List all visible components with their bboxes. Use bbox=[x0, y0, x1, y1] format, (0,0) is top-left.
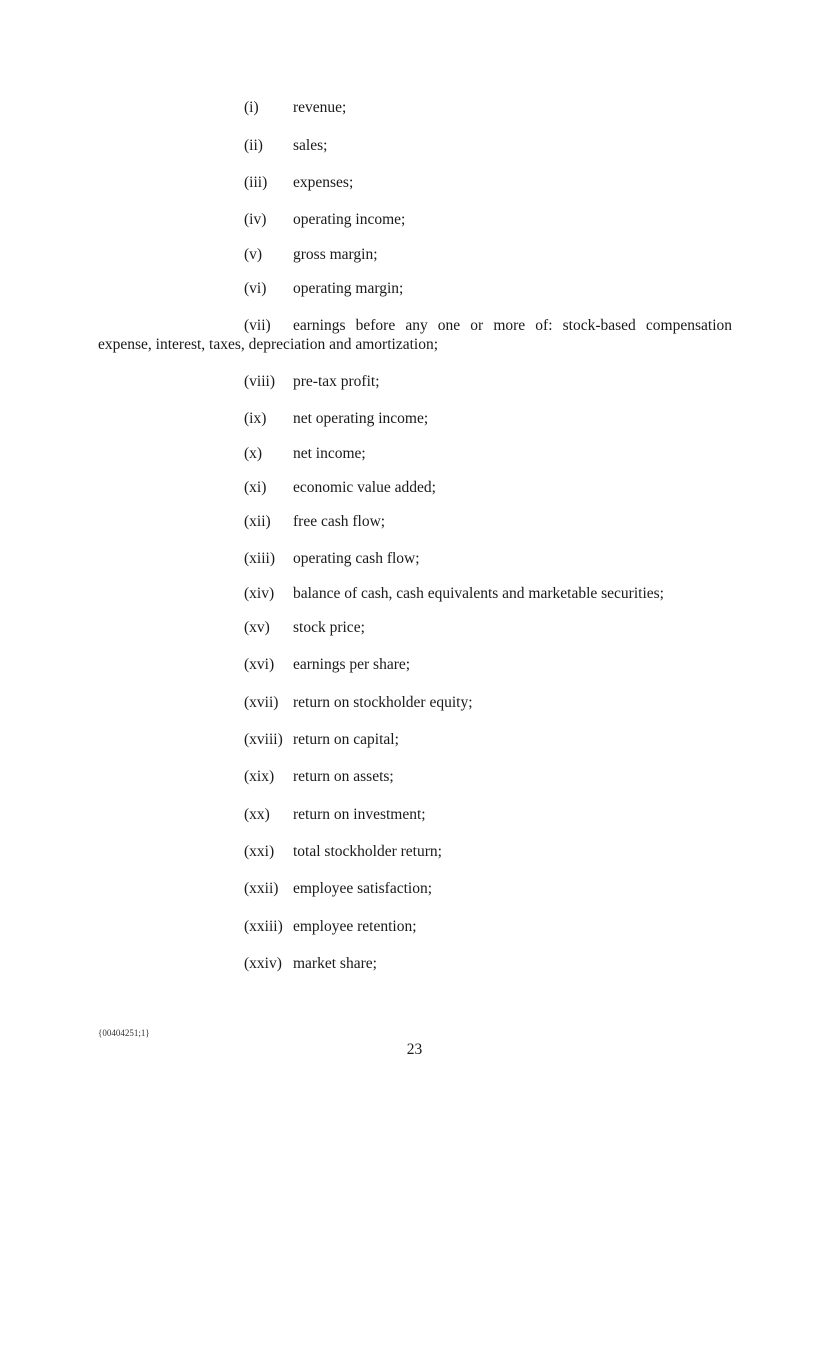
item-number: (xxiv) bbox=[244, 955, 282, 972]
item-text: sales; bbox=[293, 137, 328, 154]
item-number: (ix) bbox=[244, 410, 267, 427]
item-text: total stockholder return; bbox=[293, 843, 442, 860]
item-number: (xvi) bbox=[244, 656, 275, 673]
item-number: (i) bbox=[244, 99, 259, 116]
item-number: (xxii) bbox=[244, 880, 279, 897]
item-number: (v) bbox=[244, 246, 263, 263]
item-number: (xii) bbox=[244, 513, 271, 530]
item-number: (xvii) bbox=[244, 694, 279, 711]
item-number: (xix) bbox=[244, 768, 275, 785]
item-number: (viii) bbox=[244, 373, 275, 390]
item-number: (xviii) bbox=[244, 731, 283, 748]
item-number: (xiv) bbox=[244, 585, 275, 602]
item-text: net operating income; bbox=[293, 410, 429, 427]
item-number: (x) bbox=[244, 445, 263, 462]
item-text-line2: expense, interest, taxes, depreciation and amortization; bbox=[98, 336, 439, 353]
item-text: expenses; bbox=[293, 174, 354, 191]
item-number: (vi) bbox=[244, 280, 267, 297]
item-text: net income; bbox=[293, 445, 366, 462]
item-number: (iii) bbox=[244, 174, 268, 191]
item-text: free cash flow; bbox=[293, 513, 386, 530]
item-text: market share; bbox=[293, 955, 377, 972]
item-text: balance of cash, cash equivalents and marketable securities; bbox=[293, 585, 664, 602]
page-number: 23 bbox=[406, 1041, 423, 1058]
item-number: (xi) bbox=[244, 479, 267, 496]
item-text: stock price; bbox=[293, 619, 365, 636]
list-item-multiline bbox=[98, 316, 732, 354]
item-text: return on stockholder equity; bbox=[293, 694, 473, 711]
item-text: employee satisfaction; bbox=[293, 880, 433, 897]
item-text: pre-tax profit; bbox=[293, 373, 380, 390]
item-text: earnings per share; bbox=[293, 656, 411, 673]
item-text: return on capital; bbox=[293, 731, 399, 748]
item-number: (vii) bbox=[244, 317, 271, 334]
item-number: (xxi) bbox=[244, 843, 275, 860]
item-number: (iv) bbox=[244, 211, 267, 228]
item-number: (xiii) bbox=[244, 550, 275, 567]
item-text: economic value added; bbox=[293, 479, 436, 496]
item-text: return on assets; bbox=[293, 768, 394, 785]
item-text: operating cash flow; bbox=[293, 550, 420, 567]
item-text: operating income; bbox=[293, 211, 406, 228]
item-number: (xx) bbox=[244, 806, 270, 823]
item-text: employee retention; bbox=[293, 918, 417, 935]
item-number: (xv) bbox=[244, 619, 270, 636]
document-reference-code: {00404251;1} bbox=[98, 1028, 150, 1038]
item-text: gross margin; bbox=[293, 246, 378, 263]
item-text-line1: earnings before any one or more of: stock-based compensation bbox=[293, 317, 732, 334]
item-number: (ii) bbox=[244, 137, 263, 154]
item-text: return on investment; bbox=[293, 806, 426, 823]
item-text: revenue; bbox=[293, 99, 347, 116]
item-number: (xxiii) bbox=[244, 918, 283, 935]
item-text: operating margin; bbox=[293, 280, 404, 297]
